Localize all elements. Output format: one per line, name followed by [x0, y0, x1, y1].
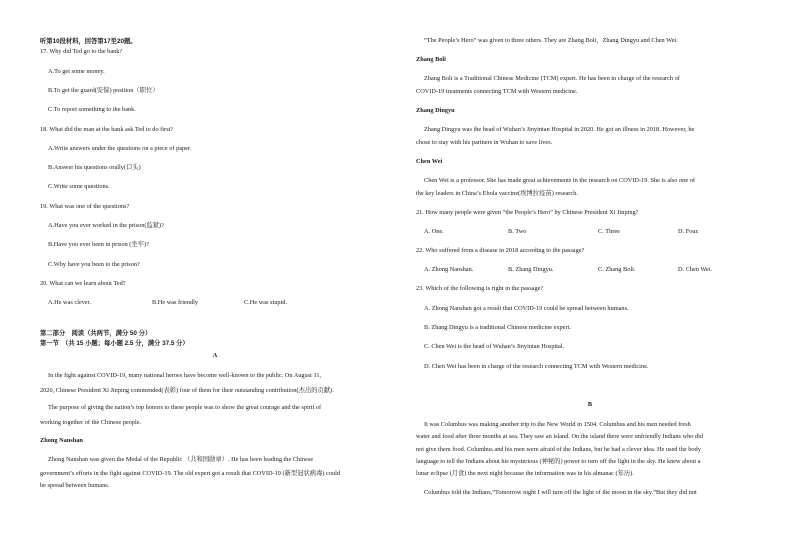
- passage-a-para1-line2: 2020, Chinese President Xi Jinping commended(表彰) four of them for their outstanding contribution(杰出的贡献).: [40, 387, 334, 394]
- question-22-stem: 22. Who suffered from a disease in 2018 according to the passage?: [416, 247, 585, 254]
- passage-a-label: A: [212, 352, 218, 359]
- heroes-intro: “The People’s Hero” was given to three others. They are Zhang Boli，Zhang Dingyu and Chen Wei.: [424, 37, 678, 44]
- chen-wei-line1: Chen Wei is a professor. She has made great achievements in the research on COVID-19. She is also one of: [424, 177, 695, 184]
- question-20-option-a: A.He was clever.: [48, 299, 92, 306]
- question-18-option-b: B.Answer his questions orally(口头): [48, 164, 141, 171]
- question-21-option-d: D. Four.: [678, 228, 699, 235]
- question-17-option-c: C.To report something to the bank.: [48, 106, 136, 113]
- question-21-stem: 21. How many people were given “the People’s Hero” by Chinese President Xi Jinping?: [416, 209, 639, 216]
- passage-a-para3-line3: be spread between humans.: [40, 482, 110, 489]
- question-19-option-c: C.Why have you been to the prison?: [48, 261, 140, 268]
- passage-b-para2-line1: Columbus told the Indians,“Tomorrow night I will turn off the light of the moon in the sky.”But they did not: [424, 489, 697, 496]
- passage-b-line1: It was Columbus was making another trip to the New World in 1504. Columbus and his men needed fresh: [424, 421, 691, 428]
- question-22-option-d: D. Chen Wei.: [678, 266, 713, 273]
- question-19-option-a: A.Have you ever worked in the prison(监狱)?: [48, 222, 164, 229]
- question-21-option-a: A. One.: [424, 228, 444, 235]
- passage-a-para1-line1: In the fight against COVID-19, many national heroes have become well-known to the public. On August 11,: [48, 372, 322, 379]
- passage-b-line3: not give them food. Columbus and his men were afraid of the Indians, but he had a clever idea. He used the body: [416, 446, 701, 453]
- zhang-boli-line2: COVID-19 treatments connecting TCM with Western medicine.: [416, 88, 578, 95]
- section-one-heading: 第一节 （共 15 小题；每小题 2.5 分，满分 37.5 分）: [40, 340, 189, 347]
- question-23-option-b: B. Zhang Dingyu is a traditional Chinese medicine expert.: [424, 324, 571, 331]
- name-zhang-boli: Zhang Boli: [416, 56, 446, 63]
- question-21-option-c: C. Three: [598, 228, 620, 235]
- question-22-option-b: B. Zhang Dingyu.: [508, 266, 554, 273]
- part-two-heading: 第二部分 阅读（共两节，满分 50 分）: [40, 330, 152, 337]
- passage-b-label: B: [587, 401, 593, 408]
- zhang-dingyu-line1: Zhang Dingyu was the head of Wuhan’s Jinyintan Hospital in 2020. He got an illness in 2018. However, he: [424, 126, 695, 133]
- name-chen-wei: Chen Wei: [416, 158, 443, 165]
- question-20-option-c: C.He was stupid.: [244, 299, 288, 306]
- question-18-stem: 18. What did the man at the bank ask Ted to do first?: [40, 126, 174, 133]
- question-19-option-b: B.Have you ever been in prison (坐牢)?: [48, 241, 149, 248]
- question-23-option-c: C. Chen Wei is the head of Wuhan’s Jinyintan Hospital.: [424, 343, 565, 350]
- question-17-stem: 17. Why did Ted go to the bank?: [40, 48, 123, 55]
- question-17-option-a: A.To get some money.: [48, 68, 105, 75]
- question-19-stem: 19. What was one of the questions?: [40, 203, 130, 210]
- question-21-option-b: B. Two: [508, 228, 527, 235]
- chen-wei-line2: the key leaders in China’s Ebola vaccine(埃博拉疫苗) research.: [416, 190, 578, 197]
- question-17-option-b: B.To get the guard(安保) position（职位）: [48, 87, 159, 94]
- passage-b-line4: language to tell the Indians about his mysterious (神秘的) power to turn off the light in the sky. He knew about a: [416, 458, 701, 465]
- passage-b-line2: water and food after three months at sea. They saw an island. On the island there were unfriendly Indians who did: [416, 433, 704, 440]
- question-23-stem: 23. Which of the following is right in the passage?: [416, 285, 544, 292]
- question-22-option-c: C. Zhang Boli.: [598, 266, 636, 273]
- zhang-boli-line1: Zhang Boli is a Traditional Chinese Medicine (TCM) expert. He has been in charge of the research of: [424, 75, 680, 82]
- question-22-option-a: A. Zhong Nanshan.: [424, 266, 474, 273]
- question-18-option-a: A.Write answers under the questions on a piece of paper.: [48, 145, 192, 152]
- section-heading: 听第10段材料，回答第17至20题。: [40, 38, 137, 45]
- zhang-dingyu-line2: chose to stay with his partners in Wuhan to save lives.: [416, 139, 553, 146]
- passage-b-line5: lunar eclipse (月食) the next night because the information was in his almanac (年历).: [416, 470, 634, 477]
- passage-a-para2-line2: working together of the Chinese people.: [40, 419, 142, 426]
- question-20-option-b: B.He was friendly: [152, 299, 198, 306]
- name-zhang-dingyu: Zhang Dingyu: [416, 107, 455, 114]
- name-zhong-nanshan: Zhong Nanshan: [40, 437, 83, 444]
- question-18-option-c: C.Write some questions.: [48, 183, 110, 190]
- passage-a-para3-line2: government’s efforts in the fight against COVID-19. The old expert got a result that COVID-19 (新型冠状病毒) could: [40, 470, 341, 477]
- question-23-option-a: A. Zhong Nanshan got a result that COVID-19 could be spread between humans.: [424, 305, 629, 312]
- passage-a-para3-line1: Zhong Nanshan was given the Medal of the Republic （共和国勋章）. He has been leading the Chinese: [48, 456, 314, 463]
- question-20-stem: 20. What can we learn about Ted?: [40, 280, 126, 287]
- question-23-option-d: D. Chen Wei has been in charge of the research connecting TCM with Western medicine.: [424, 363, 649, 370]
- passage-a-para2-line1: The purpose of giving the nation’s top honors to these people was to show the great courage and the spirit of: [48, 404, 322, 411]
